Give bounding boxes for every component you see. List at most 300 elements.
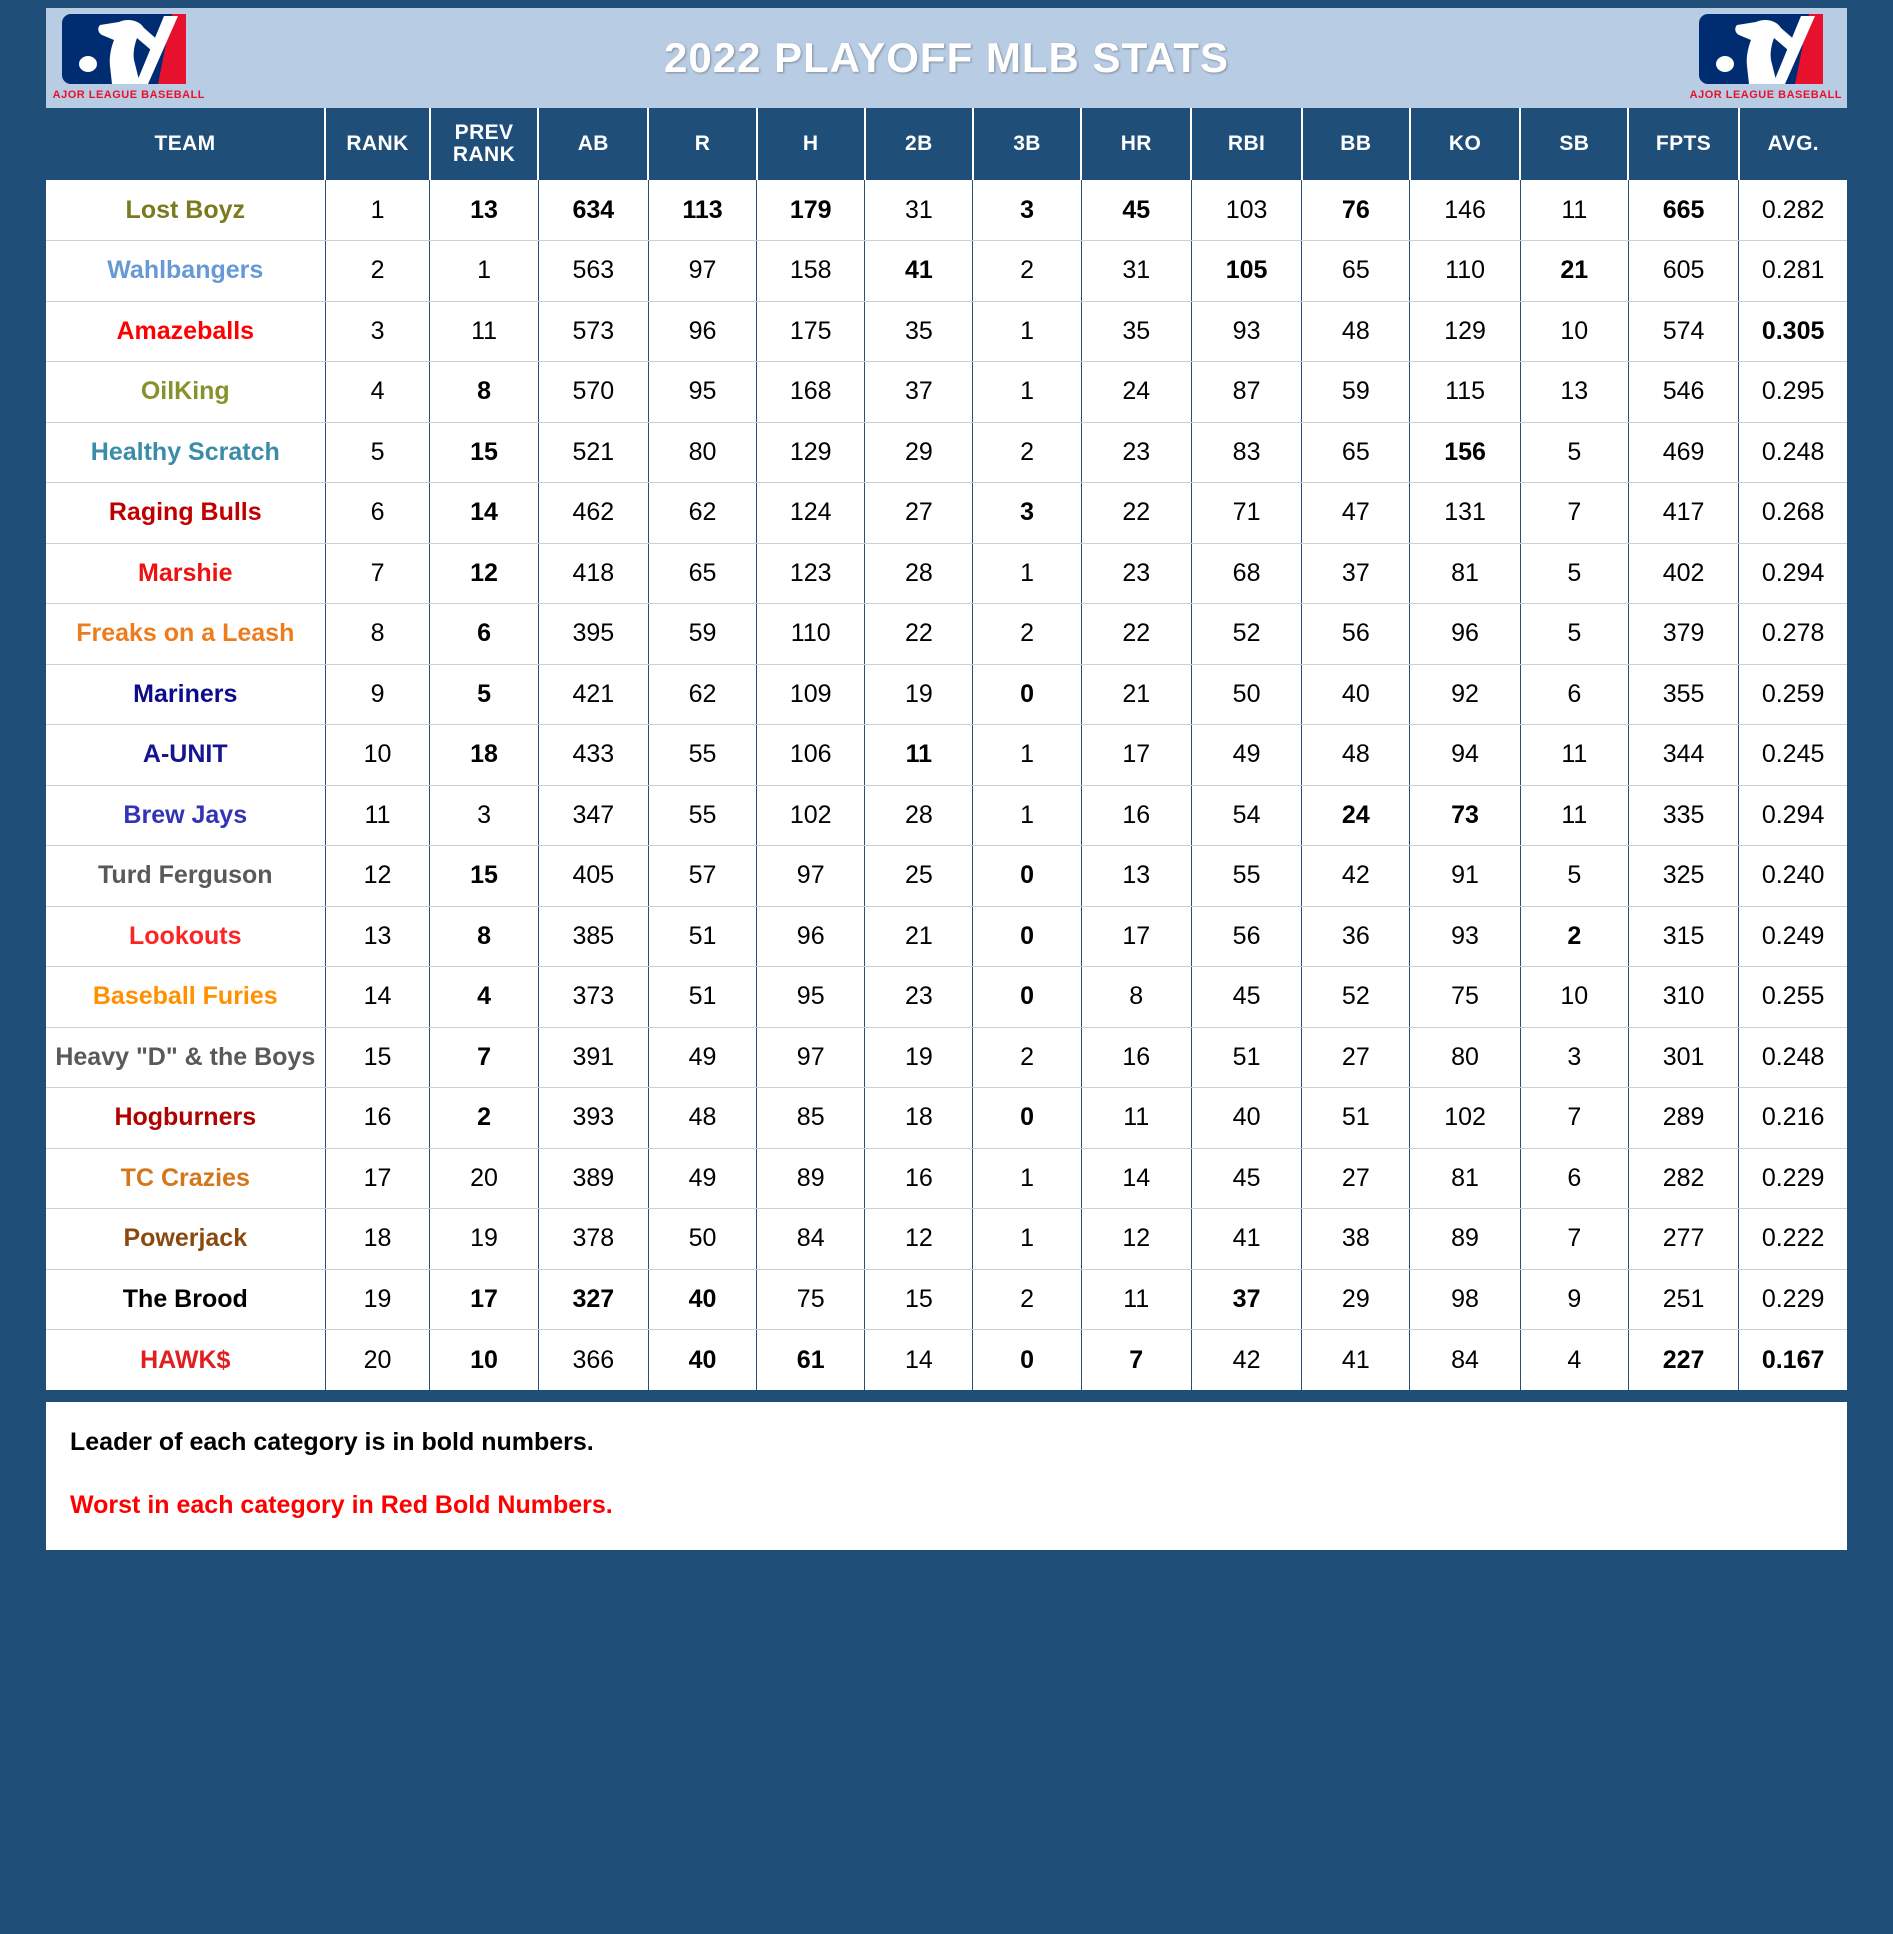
cell-prev-rank: 5 [430, 664, 538, 725]
cell-r: 49 [648, 1148, 756, 1209]
cell-h: 85 [757, 1088, 865, 1149]
mlb-logo-icon [52, 12, 204, 104]
table-row [46, 241, 1847, 302]
cell-hr: 23 [1081, 422, 1191, 483]
column-header-r[interactable]: R [648, 108, 756, 180]
cell-bb: 48 [1302, 301, 1410, 362]
cell-2b: 19 [865, 1027, 973, 1088]
cell-3b: 2 [973, 422, 1081, 483]
cell-prev-rank: 1 [430, 241, 538, 302]
cell-bb: 42 [1302, 846, 1410, 907]
cell-avg: 0.248 [1739, 422, 1847, 483]
cell-bb: 47 [1302, 483, 1410, 544]
cell-h: 123 [757, 543, 865, 604]
cell-ab: 347 [538, 785, 648, 846]
cell-rank: 13 [325, 906, 430, 967]
cell-fpts: 325 [1628, 846, 1738, 907]
cell-team-name: Hogburners [46, 1088, 325, 1149]
cell-sb: 5 [1520, 604, 1628, 665]
cell-prev-rank: 19 [430, 1209, 538, 1270]
cell-3b: 1 [973, 785, 1081, 846]
cell-fpts: 605 [1628, 241, 1738, 302]
cell-3b: 3 [973, 180, 1081, 241]
cell-team-name: Marshie [46, 543, 325, 604]
cell-2b: 28 [865, 543, 973, 604]
cell-rank: 20 [325, 1330, 430, 1391]
cell-fpts: 310 [1628, 967, 1738, 1028]
cell-rbi: 83 [1191, 422, 1301, 483]
cell-fpts: 417 [1628, 483, 1738, 544]
cell-2b: 31 [865, 180, 973, 241]
column-header-avg[interactable]: AVG. [1739, 108, 1847, 180]
cell-3b: 2 [973, 241, 1081, 302]
cell-fpts: 277 [1628, 1209, 1738, 1270]
table-row [46, 483, 1847, 544]
cell-2b: 12 [865, 1209, 973, 1270]
cell-team-name: Lookouts [46, 906, 325, 967]
cell-h: 168 [757, 362, 865, 423]
cell-fpts: 301 [1628, 1027, 1738, 1088]
cell-rbi: 52 [1191, 604, 1301, 665]
cell-bb: 27 [1302, 1027, 1410, 1088]
cell-prev-rank: 17 [430, 1269, 538, 1330]
cell-hr: 22 [1081, 483, 1191, 544]
cell-fpts: 335 [1628, 785, 1738, 846]
cell-prev-rank: 8 [430, 362, 538, 423]
cell-h: 175 [757, 301, 865, 362]
cell-sb: 5 [1520, 543, 1628, 604]
cell-h: 84 [757, 1209, 865, 1270]
cell-h: 109 [757, 664, 865, 725]
cell-ko: 131 [1410, 483, 1520, 544]
cell-prev-rank: 6 [430, 604, 538, 665]
cell-bb: 27 [1302, 1148, 1410, 1209]
table-row [46, 301, 1847, 362]
cell-avg: 0.278 [1739, 604, 1847, 665]
cell-fpts: 402 [1628, 543, 1738, 604]
cell-r: 96 [648, 301, 756, 362]
cell-rbi: 50 [1191, 664, 1301, 725]
cell-avg: 0.268 [1739, 483, 1847, 544]
column-header-ab[interactable]: AB [538, 108, 648, 180]
cell-ko: 81 [1410, 543, 1520, 604]
table-row [46, 1330, 1847, 1391]
cell-h: 124 [757, 483, 865, 544]
cell-3b: 0 [973, 1330, 1081, 1391]
cell-fpts: 665 [1628, 180, 1738, 241]
cell-rank: 3 [325, 301, 430, 362]
cell-ab: 634 [538, 180, 648, 241]
cell-ab: 563 [538, 241, 648, 302]
table-row [46, 664, 1847, 725]
page-title: 2022 PLAYOFF MLB STATS [664, 34, 1229, 81]
cell-team-name: Mariners [46, 664, 325, 725]
cell-r: 49 [648, 1027, 756, 1088]
cell-h: 96 [757, 906, 865, 967]
column-header-prev-line1: PREV [454, 120, 514, 144]
cell-ko: 73 [1410, 785, 1520, 846]
cell-prev-rank: 15 [430, 846, 538, 907]
cell-team-name: OilKing [46, 362, 325, 423]
cell-hr: 16 [1081, 1027, 1191, 1088]
cell-ko: 94 [1410, 725, 1520, 786]
cell-hr: 14 [1081, 1148, 1191, 1209]
cell-fpts: 282 [1628, 1148, 1738, 1209]
cell-r: 55 [648, 725, 756, 786]
cell-rbi: 45 [1191, 967, 1301, 1028]
cell-ko: 81 [1410, 1148, 1520, 1209]
cell-ko: 129 [1410, 301, 1520, 362]
cell-2b: 29 [865, 422, 973, 483]
cell-3b: 2 [973, 1027, 1081, 1088]
cell-sb: 2 [1520, 906, 1628, 967]
cell-h: 110 [757, 604, 865, 665]
cell-prev-rank: 13 [430, 180, 538, 241]
cell-rbi: 54 [1191, 785, 1301, 846]
cell-bb: 41 [1302, 1330, 1410, 1391]
cell-sb: 6 [1520, 664, 1628, 725]
cell-avg: 0.294 [1739, 543, 1847, 604]
cell-hr: 31 [1081, 241, 1191, 302]
cell-team-name: Amazeballs [46, 301, 325, 362]
cell-avg: 0.222 [1739, 1209, 1847, 1270]
cell-rbi: 68 [1191, 543, 1301, 604]
cell-3b: 0 [973, 664, 1081, 725]
cell-r: 59 [648, 604, 756, 665]
cell-team-name: Heavy "D" & the Boys [46, 1027, 325, 1088]
cell-rbi: 41 [1191, 1209, 1301, 1270]
svg-text:MAJOR LEAGUE BASEBALL: MAJOR LEAGUE BASEBALL [1689, 89, 1841, 101]
cell-bb: 76 [1302, 180, 1410, 241]
cell-ab: 373 [538, 967, 648, 1028]
column-header-2b[interactable]: 2B [865, 108, 973, 180]
cell-ab: 391 [538, 1027, 648, 1088]
cell-rank: 6 [325, 483, 430, 544]
cell-ab: 389 [538, 1148, 648, 1209]
table-header-row [46, 108, 1847, 180]
cell-3b: 3 [973, 483, 1081, 544]
cell-r: 51 [648, 906, 756, 967]
cell-sb: 9 [1520, 1269, 1628, 1330]
cell-sb: 11 [1520, 180, 1628, 241]
cell-rank: 4 [325, 362, 430, 423]
table-row [46, 180, 1847, 241]
cell-avg: 0.249 [1739, 906, 1847, 967]
cell-hr: 35 [1081, 301, 1191, 362]
cell-ab: 418 [538, 543, 648, 604]
cell-sb: 11 [1520, 785, 1628, 846]
cell-3b: 2 [973, 1269, 1081, 1330]
cell-team-name: Brew Jays [46, 785, 325, 846]
mlb-logo-icon [1689, 12, 1841, 104]
cell-sb: 5 [1520, 846, 1628, 907]
cell-prev-rank: 18 [430, 725, 538, 786]
cell-rbi: 103 [1191, 180, 1301, 241]
cell-rank: 15 [325, 1027, 430, 1088]
cell-prev-rank: 11 [430, 301, 538, 362]
table-row [46, 543, 1847, 604]
cell-team-name: Wahlbangers [46, 241, 325, 302]
cell-ko: 91 [1410, 846, 1520, 907]
cell-ko: 115 [1410, 362, 1520, 423]
cell-rbi: 105 [1191, 241, 1301, 302]
cell-ab: 521 [538, 422, 648, 483]
cell-avg: 0.259 [1739, 664, 1847, 725]
cell-bb: 65 [1302, 241, 1410, 302]
cell-rbi: 56 [1191, 906, 1301, 967]
cell-fpts: 379 [1628, 604, 1738, 665]
table-row [46, 1209, 1847, 1270]
cell-2b: 41 [865, 241, 973, 302]
column-header-ko[interactable]: KO [1410, 108, 1520, 180]
cell-prev-rank: 10 [430, 1330, 538, 1391]
cell-rank: 9 [325, 664, 430, 725]
cell-ab: 405 [538, 846, 648, 907]
cell-r: 48 [648, 1088, 756, 1149]
cell-hr: 17 [1081, 725, 1191, 786]
cell-2b: 23 [865, 967, 973, 1028]
cell-2b: 25 [865, 846, 973, 907]
cell-bb: 56 [1302, 604, 1410, 665]
cell-ko: 102 [1410, 1088, 1520, 1149]
cell-h: 75 [757, 1269, 865, 1330]
cell-prev-rank: 2 [430, 1088, 538, 1149]
stats-table [46, 108, 1847, 1390]
cell-3b: 1 [973, 1148, 1081, 1209]
cell-ko: 89 [1410, 1209, 1520, 1270]
cell-fpts: 546 [1628, 362, 1738, 423]
cell-ko: 156 [1410, 422, 1520, 483]
table-row [46, 362, 1847, 423]
cell-3b: 0 [973, 1088, 1081, 1149]
cell-team-name: The Brood [46, 1269, 325, 1330]
cell-hr: 13 [1081, 846, 1191, 907]
table-row [46, 846, 1847, 907]
cell-3b: 1 [973, 543, 1081, 604]
cell-fpts: 251 [1628, 1269, 1738, 1330]
cell-ab: 385 [538, 906, 648, 967]
cell-rank: 5 [325, 422, 430, 483]
column-header-team[interactable]: TEAM [46, 108, 325, 180]
cell-prev-rank: 14 [430, 483, 538, 544]
cell-r: 50 [648, 1209, 756, 1270]
cell-avg: 0.245 [1739, 725, 1847, 786]
cell-avg: 0.248 [1739, 1027, 1847, 1088]
cell-hr: 45 [1081, 180, 1191, 241]
cell-avg: 0.255 [1739, 967, 1847, 1028]
cell-team-name: Raging Bulls [46, 483, 325, 544]
cell-2b: 18 [865, 1088, 973, 1149]
cell-h: 97 [757, 1027, 865, 1088]
cell-ko: 75 [1410, 967, 1520, 1028]
column-header-h[interactable]: H [757, 108, 865, 180]
cell-rank: 11 [325, 785, 430, 846]
cell-ab: 573 [538, 301, 648, 362]
cell-ab: 462 [538, 483, 648, 544]
cell-rank: 18 [325, 1209, 430, 1270]
cell-ab: 570 [538, 362, 648, 423]
cell-ab: 395 [538, 604, 648, 665]
cell-hr: 11 [1081, 1088, 1191, 1149]
cell-bb: 36 [1302, 906, 1410, 967]
stats-table-container [46, 108, 1847, 1390]
cell-r: 40 [648, 1330, 756, 1391]
cell-rank: 16 [325, 1088, 430, 1149]
cell-ab: 366 [538, 1330, 648, 1391]
cell-rbi: 42 [1191, 1330, 1301, 1391]
column-header-bb[interactable]: BB [1302, 108, 1410, 180]
cell-rbi: 51 [1191, 1027, 1301, 1088]
cell-rbi: 37 [1191, 1269, 1301, 1330]
column-header-fpts[interactable]: FPTS [1628, 108, 1738, 180]
cell-rbi: 45 [1191, 1148, 1301, 1209]
cell-2b: 14 [865, 1330, 973, 1391]
cell-2b: 37 [865, 362, 973, 423]
cell-fpts: 574 [1628, 301, 1738, 362]
cell-2b: 35 [865, 301, 973, 362]
mlb-logo-right [1689, 12, 1841, 104]
mlb-logo-left [52, 12, 204, 104]
cell-r: 51 [648, 967, 756, 1028]
cell-bb: 38 [1302, 1209, 1410, 1270]
cell-2b: 22 [865, 604, 973, 665]
cell-h: 95 [757, 967, 865, 1028]
cell-avg: 0.282 [1739, 180, 1847, 241]
cell-prev-rank: 12 [430, 543, 538, 604]
cell-team-name: A-UNIT [46, 725, 325, 786]
cell-bb: 59 [1302, 362, 1410, 423]
cell-rbi: 93 [1191, 301, 1301, 362]
cell-ko: 96 [1410, 604, 1520, 665]
column-header-prev-rank[interactable] [430, 108, 538, 180]
cell-r: 57 [648, 846, 756, 907]
cell-3b: 2 [973, 604, 1081, 665]
cell-team-name: Baseball Furies [46, 967, 325, 1028]
column-header-hr[interactable]: HR [1081, 108, 1191, 180]
column-header-sb[interactable]: SB [1520, 108, 1628, 180]
cell-ko: 146 [1410, 180, 1520, 241]
table-row [46, 1088, 1847, 1149]
cell-2b: 19 [865, 664, 973, 725]
table-row [46, 1269, 1847, 1330]
column-header-3b[interactable]: 3B [973, 108, 1081, 180]
cell-bb: 40 [1302, 664, 1410, 725]
cell-ko: 93 [1410, 906, 1520, 967]
cell-rank: 19 [325, 1269, 430, 1330]
column-header-rbi[interactable]: RBI [1191, 108, 1301, 180]
cell-3b: 0 [973, 967, 1081, 1028]
column-header-prev-line2: RANK [452, 143, 516, 166]
cell-r: 95 [648, 362, 756, 423]
cell-fpts: 227 [1628, 1330, 1738, 1391]
cell-hr: 24 [1081, 362, 1191, 423]
cell-hr: 17 [1081, 906, 1191, 967]
cell-avg: 0.295 [1739, 362, 1847, 423]
cell-rank: 14 [325, 967, 430, 1028]
cell-fpts: 289 [1628, 1088, 1738, 1149]
cell-ko: 98 [1410, 1269, 1520, 1330]
table-row [46, 967, 1847, 1028]
cell-bb: 52 [1302, 967, 1410, 1028]
cell-hr: 12 [1081, 1209, 1191, 1270]
cell-prev-rank: 7 [430, 1027, 538, 1088]
cell-h: 158 [757, 241, 865, 302]
header-banner [46, 8, 1847, 108]
cell-h: 61 [757, 1330, 865, 1391]
cell-ab: 433 [538, 725, 648, 786]
table-row [46, 604, 1847, 665]
cell-r: 65 [648, 543, 756, 604]
cell-rbi: 87 [1191, 362, 1301, 423]
cell-h: 179 [757, 180, 865, 241]
cell-h: 97 [757, 846, 865, 907]
cell-sb: 5 [1520, 422, 1628, 483]
cell-fpts: 355 [1628, 664, 1738, 725]
cell-2b: 21 [865, 906, 973, 967]
cell-team-name: Turd Ferguson [46, 846, 325, 907]
cell-rank: 12 [325, 846, 430, 907]
cell-ab: 327 [538, 1269, 648, 1330]
cell-2b: 16 [865, 1148, 973, 1209]
cell-2b: 28 [865, 785, 973, 846]
cell-h: 129 [757, 422, 865, 483]
cell-rbi: 40 [1191, 1088, 1301, 1149]
cell-ko: 84 [1410, 1330, 1520, 1391]
cell-sb: 7 [1520, 1088, 1628, 1149]
cell-rank: 17 [325, 1148, 430, 1209]
cell-hr: 16 [1081, 785, 1191, 846]
cell-prev-rank: 8 [430, 906, 538, 967]
cell-avg: 0.229 [1739, 1269, 1847, 1330]
cell-r: 40 [648, 1269, 756, 1330]
cell-h: 89 [757, 1148, 865, 1209]
cell-prev-rank: 15 [430, 422, 538, 483]
cell-3b: 0 [973, 906, 1081, 967]
cell-fpts: 315 [1628, 906, 1738, 967]
cell-bb: 51 [1302, 1088, 1410, 1149]
cell-avg: 0.167 [1739, 1330, 1847, 1391]
cell-rank: 1 [325, 180, 430, 241]
cell-sb: 10 [1520, 301, 1628, 362]
legend-leader-note: Leader of each category is in bold numbers. [70, 1428, 594, 1456]
column-header-rank[interactable]: RANK [325, 108, 430, 180]
cell-team-name: Freaks on a Leash [46, 604, 325, 665]
table-row [46, 785, 1847, 846]
cell-h: 102 [757, 785, 865, 846]
cell-bb: 48 [1302, 725, 1410, 786]
cell-rbi: 49 [1191, 725, 1301, 786]
cell-avg: 0.281 [1739, 241, 1847, 302]
cell-bb: 24 [1302, 785, 1410, 846]
cell-sb: 7 [1520, 1209, 1628, 1270]
cell-hr: 11 [1081, 1269, 1191, 1330]
cell-ab: 378 [538, 1209, 648, 1270]
table-row [46, 1027, 1847, 1088]
cell-sb: 6 [1520, 1148, 1628, 1209]
cell-avg: 0.240 [1739, 846, 1847, 907]
cell-fpts: 344 [1628, 725, 1738, 786]
cell-hr: 7 [1081, 1330, 1191, 1391]
cell-rank: 2 [325, 241, 430, 302]
cell-prev-rank: 20 [430, 1148, 538, 1209]
cell-rank: 8 [325, 604, 430, 665]
cell-3b: 0 [973, 846, 1081, 907]
cell-sb: 13 [1520, 362, 1628, 423]
cell-team-name: Powerjack [46, 1209, 325, 1270]
cell-fpts: 469 [1628, 422, 1738, 483]
cell-3b: 1 [973, 362, 1081, 423]
cell-prev-rank: 4 [430, 967, 538, 1028]
